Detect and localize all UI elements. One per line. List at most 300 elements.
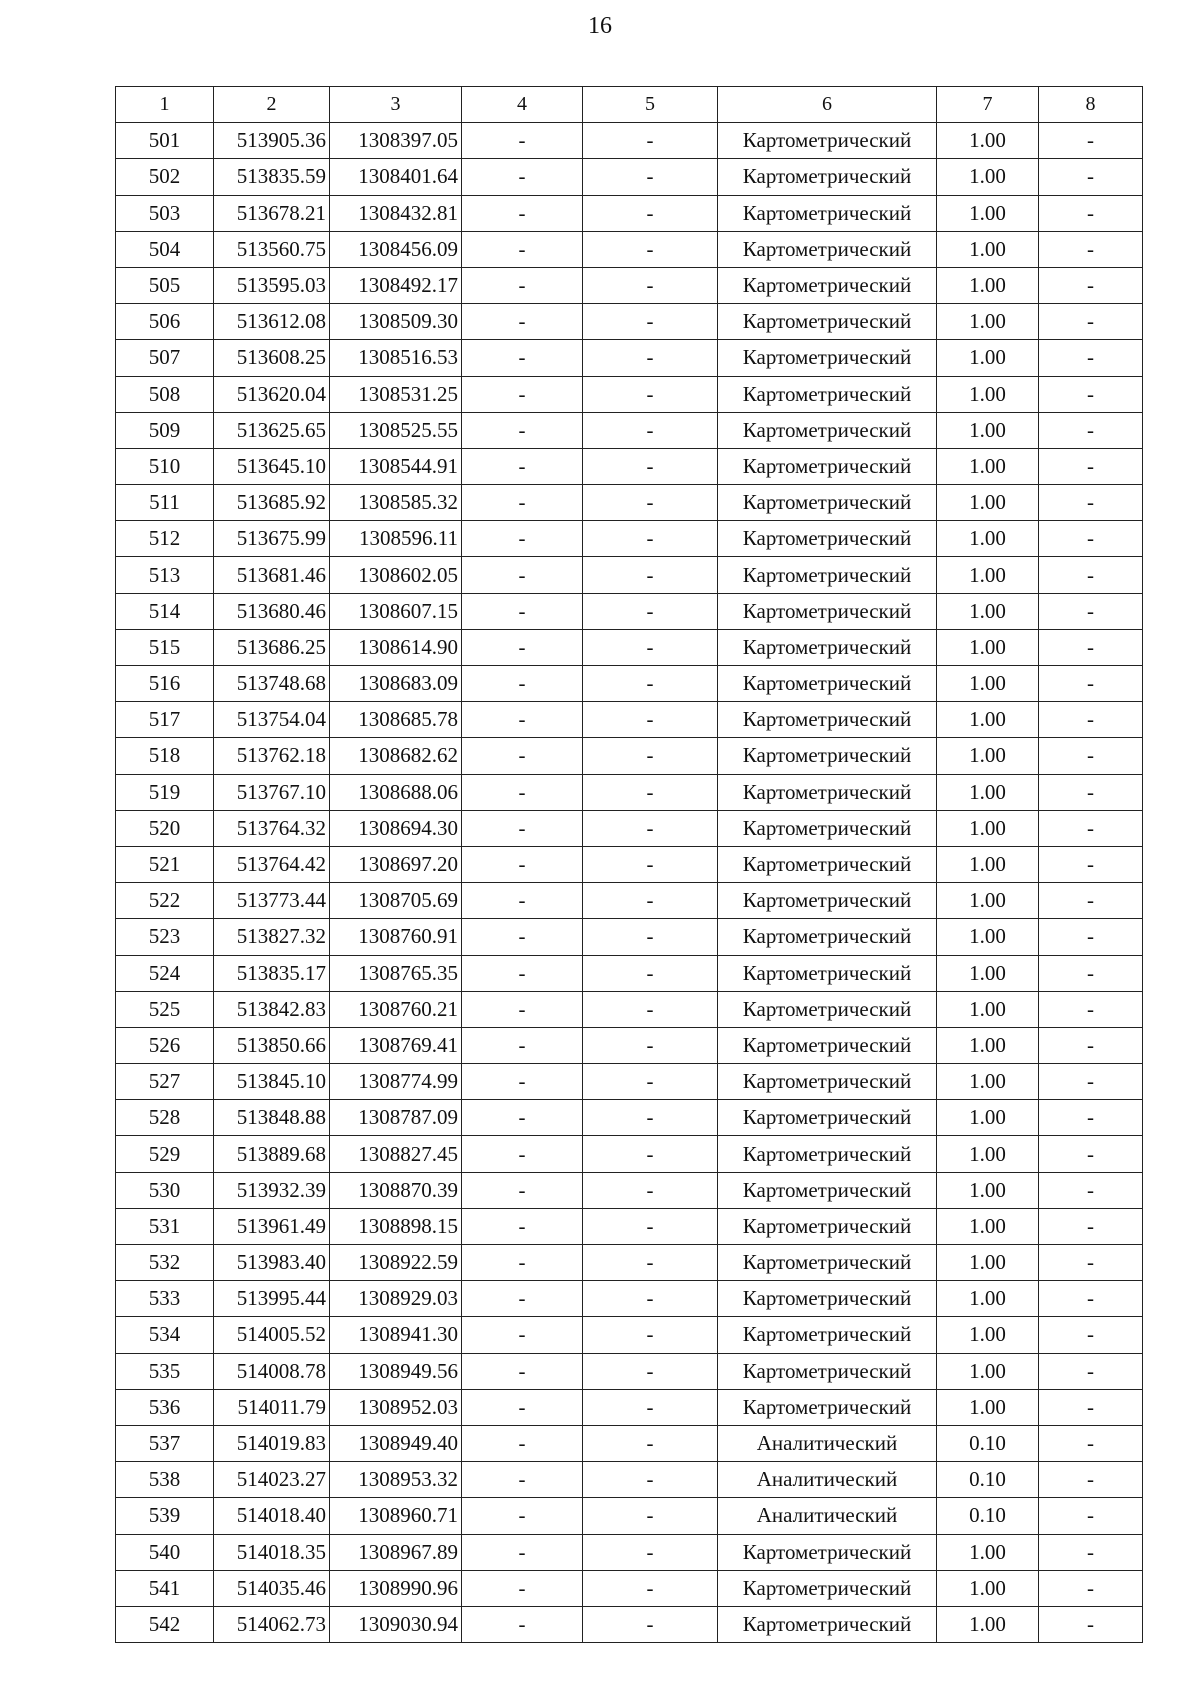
table-row bbox=[116, 1208, 1143, 1244]
x-coordinate-cell: 513686.25 bbox=[214, 629, 330, 665]
column-4-cell: - bbox=[462, 412, 583, 448]
accuracy-cell: 1.00 bbox=[937, 1172, 1039, 1208]
column-8-cell: - bbox=[1039, 774, 1143, 810]
point-number-cell: 519 bbox=[116, 774, 214, 810]
table-row bbox=[116, 376, 1143, 412]
x-coordinate-cell: 513827.32 bbox=[214, 919, 330, 955]
column-5-cell: - bbox=[583, 1570, 718, 1606]
method-cell: Картометрический bbox=[718, 412, 937, 448]
point-number-cell: 517 bbox=[116, 702, 214, 738]
column-5-cell: - bbox=[583, 1353, 718, 1389]
method-cell: Картометрический bbox=[718, 1172, 937, 1208]
column-4-cell: - bbox=[462, 1353, 583, 1389]
table-body bbox=[116, 123, 1143, 1643]
x-coordinate-cell: 513773.44 bbox=[214, 883, 330, 919]
column-header-6: 6 bbox=[718, 87, 937, 123]
column-4-cell: - bbox=[462, 883, 583, 919]
accuracy-cell: 1.00 bbox=[937, 521, 1039, 557]
y-coordinate-cell: 1308774.99 bbox=[330, 1064, 462, 1100]
column-4-cell: - bbox=[462, 1534, 583, 1570]
point-number-cell: 522 bbox=[116, 883, 214, 919]
column-8-cell: - bbox=[1039, 267, 1143, 303]
table-row bbox=[116, 1317, 1143, 1353]
column-8-cell: - bbox=[1039, 231, 1143, 267]
table-row bbox=[116, 1606, 1143, 1642]
method-cell: Картометрический bbox=[718, 1534, 937, 1570]
accuracy-cell: 0.10 bbox=[937, 1425, 1039, 1461]
coordinates-table bbox=[115, 86, 1143, 1643]
table-row bbox=[116, 159, 1143, 195]
accuracy-cell: 1.00 bbox=[937, 159, 1039, 195]
method-cell: Картометрический bbox=[718, 557, 937, 593]
x-coordinate-cell: 513889.68 bbox=[214, 1136, 330, 1172]
column-5-cell: - bbox=[583, 1498, 718, 1534]
column-8-cell: - bbox=[1039, 1353, 1143, 1389]
table-row bbox=[116, 340, 1143, 376]
point-number-cell: 537 bbox=[116, 1425, 214, 1461]
method-cell: Картометрический bbox=[718, 231, 937, 267]
y-coordinate-cell: 1308432.81 bbox=[330, 195, 462, 231]
table-row bbox=[116, 1353, 1143, 1389]
point-number-cell: 540 bbox=[116, 1534, 214, 1570]
method-cell: Картометрический bbox=[718, 485, 937, 521]
column-4-cell: - bbox=[462, 1425, 583, 1461]
column-header-1: 1 bbox=[116, 87, 214, 123]
method-cell: Картометрический bbox=[718, 1281, 937, 1317]
column-8-cell: - bbox=[1039, 1389, 1143, 1425]
x-coordinate-cell: 514018.35 bbox=[214, 1534, 330, 1570]
column-8-cell: - bbox=[1039, 919, 1143, 955]
accuracy-cell: 1.00 bbox=[937, 666, 1039, 702]
column-4-cell: - bbox=[462, 666, 583, 702]
y-coordinate-cell: 1308544.91 bbox=[330, 448, 462, 484]
table-row bbox=[116, 810, 1143, 846]
table-row bbox=[116, 666, 1143, 702]
table-row bbox=[116, 267, 1143, 303]
x-coordinate-cell: 514011.79 bbox=[214, 1389, 330, 1425]
method-cell: Картометрический bbox=[718, 376, 937, 412]
column-5-cell: - bbox=[583, 1208, 718, 1244]
column-5-cell: - bbox=[583, 1172, 718, 1208]
table-row bbox=[116, 919, 1143, 955]
point-number-cell: 531 bbox=[116, 1208, 214, 1244]
method-cell: Картометрический bbox=[718, 448, 937, 484]
column-5-cell: - bbox=[583, 159, 718, 195]
column-4-cell: - bbox=[462, 991, 583, 1027]
point-number-cell: 542 bbox=[116, 1606, 214, 1642]
point-number-cell: 518 bbox=[116, 738, 214, 774]
accuracy-cell: 1.00 bbox=[937, 1027, 1039, 1063]
y-coordinate-cell: 1308941.30 bbox=[330, 1317, 462, 1353]
y-coordinate-cell: 1308922.59 bbox=[330, 1245, 462, 1281]
accuracy-cell: 1.00 bbox=[937, 883, 1039, 919]
x-coordinate-cell: 513845.10 bbox=[214, 1064, 330, 1100]
column-header-2: 2 bbox=[214, 87, 330, 123]
point-number-cell: 501 bbox=[116, 123, 214, 159]
accuracy-cell: 1.00 bbox=[937, 1570, 1039, 1606]
column-8-cell: - bbox=[1039, 412, 1143, 448]
accuracy-cell: 1.00 bbox=[937, 1100, 1039, 1136]
method-cell: Картометрический bbox=[718, 123, 937, 159]
point-number-cell: 505 bbox=[116, 267, 214, 303]
column-4-cell: - bbox=[462, 1136, 583, 1172]
column-8-cell: - bbox=[1039, 593, 1143, 629]
method-cell: Картометрический bbox=[718, 1570, 937, 1606]
x-coordinate-cell: 513762.18 bbox=[214, 738, 330, 774]
column-8-cell: - bbox=[1039, 1245, 1143, 1281]
point-number-cell: 513 bbox=[116, 557, 214, 593]
column-5-cell: - bbox=[583, 774, 718, 810]
point-number-cell: 526 bbox=[116, 1027, 214, 1063]
x-coordinate-cell: 514005.52 bbox=[214, 1317, 330, 1353]
accuracy-cell: 1.00 bbox=[937, 1245, 1039, 1281]
y-coordinate-cell: 1308953.32 bbox=[330, 1462, 462, 1498]
point-number-cell: 511 bbox=[116, 485, 214, 521]
x-coordinate-cell: 513678.21 bbox=[214, 195, 330, 231]
column-8-cell: - bbox=[1039, 1534, 1143, 1570]
column-5-cell: - bbox=[583, 846, 718, 882]
column-8-cell: - bbox=[1039, 1606, 1143, 1642]
accuracy-cell: 0.10 bbox=[937, 1462, 1039, 1498]
column-4-cell: - bbox=[462, 304, 583, 340]
y-coordinate-cell: 1308614.90 bbox=[330, 629, 462, 665]
x-coordinate-cell: 513983.40 bbox=[214, 1245, 330, 1281]
method-cell: Картометрический bbox=[718, 702, 937, 738]
column-4-cell: - bbox=[462, 629, 583, 665]
x-coordinate-cell: 513835.17 bbox=[214, 955, 330, 991]
table-row bbox=[116, 195, 1143, 231]
method-cell: Картометрический bbox=[718, 991, 937, 1027]
y-coordinate-cell: 1308516.53 bbox=[330, 340, 462, 376]
x-coordinate-cell: 513932.39 bbox=[214, 1172, 330, 1208]
method-cell: Картометрический bbox=[718, 919, 937, 955]
column-5-cell: - bbox=[583, 1064, 718, 1100]
method-cell: Картометрический bbox=[718, 629, 937, 665]
y-coordinate-cell: 1309030.94 bbox=[330, 1606, 462, 1642]
column-4-cell: - bbox=[462, 738, 583, 774]
column-8-cell: - bbox=[1039, 1208, 1143, 1244]
y-coordinate-cell: 1308769.41 bbox=[330, 1027, 462, 1063]
method-cell: Картометрический bbox=[718, 159, 937, 195]
x-coordinate-cell: 513645.10 bbox=[214, 448, 330, 484]
x-coordinate-cell: 513850.66 bbox=[214, 1027, 330, 1063]
point-number-cell: 534 bbox=[116, 1317, 214, 1353]
x-coordinate-cell: 513767.10 bbox=[214, 774, 330, 810]
accuracy-cell: 1.00 bbox=[937, 1136, 1039, 1172]
x-coordinate-cell: 514035.46 bbox=[214, 1570, 330, 1606]
column-5-cell: - bbox=[583, 304, 718, 340]
table-row bbox=[116, 1570, 1143, 1606]
y-coordinate-cell: 1308870.39 bbox=[330, 1172, 462, 1208]
y-coordinate-cell: 1308456.09 bbox=[330, 231, 462, 267]
y-coordinate-cell: 1308531.25 bbox=[330, 376, 462, 412]
column-5-cell: - bbox=[583, 485, 718, 521]
column-header-4: 4 bbox=[462, 87, 583, 123]
column-4-cell: - bbox=[462, 1570, 583, 1606]
x-coordinate-cell: 513835.59 bbox=[214, 159, 330, 195]
table-row bbox=[116, 304, 1143, 340]
column-5-cell: - bbox=[583, 521, 718, 557]
accuracy-cell: 1.00 bbox=[937, 1281, 1039, 1317]
method-cell: Картометрический bbox=[718, 846, 937, 882]
column-5-cell: - bbox=[583, 955, 718, 991]
column-8-cell: - bbox=[1039, 1136, 1143, 1172]
method-cell: Аналитический bbox=[718, 1425, 937, 1461]
y-coordinate-cell: 1308967.89 bbox=[330, 1534, 462, 1570]
x-coordinate-cell: 513764.42 bbox=[214, 846, 330, 882]
column-4-cell: - bbox=[462, 376, 583, 412]
accuracy-cell: 1.00 bbox=[937, 629, 1039, 665]
column-4-cell: - bbox=[462, 1281, 583, 1317]
accuracy-cell: 1.00 bbox=[937, 1534, 1039, 1570]
table-row bbox=[116, 1462, 1143, 1498]
column-8-cell: - bbox=[1039, 557, 1143, 593]
column-5-cell: - bbox=[583, 231, 718, 267]
accuracy-cell: 1.00 bbox=[937, 123, 1039, 159]
accuracy-cell: 1.00 bbox=[937, 412, 1039, 448]
column-8-cell: - bbox=[1039, 123, 1143, 159]
column-5-cell: - bbox=[583, 557, 718, 593]
column-8-cell: - bbox=[1039, 991, 1143, 1027]
x-coordinate-cell: 513764.32 bbox=[214, 810, 330, 846]
column-8-cell: - bbox=[1039, 1064, 1143, 1100]
y-coordinate-cell: 1308827.45 bbox=[330, 1136, 462, 1172]
x-coordinate-cell: 513995.44 bbox=[214, 1281, 330, 1317]
point-number-cell: 538 bbox=[116, 1462, 214, 1498]
x-coordinate-cell: 513754.04 bbox=[214, 702, 330, 738]
y-coordinate-cell: 1308765.35 bbox=[330, 955, 462, 991]
column-4-cell: - bbox=[462, 267, 583, 303]
accuracy-cell: 1.00 bbox=[937, 448, 1039, 484]
method-cell: Картометрический bbox=[718, 267, 937, 303]
method-cell: Картометрический bbox=[718, 1606, 937, 1642]
column-5-cell: - bbox=[583, 267, 718, 303]
y-coordinate-cell: 1308492.17 bbox=[330, 267, 462, 303]
method-cell: Картометрический bbox=[718, 304, 937, 340]
accuracy-cell: 1.00 bbox=[937, 593, 1039, 629]
x-coordinate-cell: 513612.08 bbox=[214, 304, 330, 340]
accuracy-cell: 1.00 bbox=[937, 846, 1039, 882]
column-4-cell: - bbox=[462, 1462, 583, 1498]
column-8-cell: - bbox=[1039, 810, 1143, 846]
point-number-cell: 524 bbox=[116, 955, 214, 991]
column-4-cell: - bbox=[462, 159, 583, 195]
column-5-cell: - bbox=[583, 1281, 718, 1317]
column-5-cell: - bbox=[583, 1245, 718, 1281]
column-8-cell: - bbox=[1039, 159, 1143, 195]
accuracy-cell: 1.00 bbox=[937, 955, 1039, 991]
column-5-cell: - bbox=[583, 1136, 718, 1172]
point-number-cell: 507 bbox=[116, 340, 214, 376]
accuracy-cell: 1.00 bbox=[937, 1317, 1039, 1353]
y-coordinate-cell: 1308685.78 bbox=[330, 702, 462, 738]
column-5-cell: - bbox=[583, 666, 718, 702]
y-coordinate-cell: 1308596.11 bbox=[330, 521, 462, 557]
y-coordinate-cell: 1308990.96 bbox=[330, 1570, 462, 1606]
point-number-cell: 521 bbox=[116, 846, 214, 882]
x-coordinate-cell: 513680.46 bbox=[214, 593, 330, 629]
point-number-cell: 535 bbox=[116, 1353, 214, 1389]
column-5-cell: - bbox=[583, 123, 718, 159]
column-header-8: 8 bbox=[1039, 87, 1143, 123]
column-4-cell: - bbox=[462, 1245, 583, 1281]
table-row bbox=[116, 1425, 1143, 1461]
accuracy-cell: 1.00 bbox=[937, 195, 1039, 231]
column-8-cell: - bbox=[1039, 485, 1143, 521]
column-4-cell: - bbox=[462, 1498, 583, 1534]
method-cell: Картометрический bbox=[718, 1136, 937, 1172]
point-number-cell: 533 bbox=[116, 1281, 214, 1317]
table-row bbox=[116, 846, 1143, 882]
x-coordinate-cell: 513620.04 bbox=[214, 376, 330, 412]
column-4-cell: - bbox=[462, 1317, 583, 1353]
x-coordinate-cell: 513608.25 bbox=[214, 340, 330, 376]
accuracy-cell: 1.00 bbox=[937, 376, 1039, 412]
method-cell: Картометрический bbox=[718, 593, 937, 629]
table-row bbox=[116, 629, 1143, 665]
header-row bbox=[116, 87, 1143, 123]
table-row bbox=[116, 1136, 1143, 1172]
table-row bbox=[116, 1100, 1143, 1136]
column-4-cell: - bbox=[462, 919, 583, 955]
y-coordinate-cell: 1308949.56 bbox=[330, 1353, 462, 1389]
column-5-cell: - bbox=[583, 1425, 718, 1461]
column-8-cell: - bbox=[1039, 1498, 1143, 1534]
column-5-cell: - bbox=[583, 340, 718, 376]
column-5-cell: - bbox=[583, 991, 718, 1027]
x-coordinate-cell: 514062.73 bbox=[214, 1606, 330, 1642]
point-number-cell: 509 bbox=[116, 412, 214, 448]
method-cell: Картометрический bbox=[718, 1027, 937, 1063]
column-4-cell: - bbox=[462, 448, 583, 484]
column-5-cell: - bbox=[583, 195, 718, 231]
column-5-cell: - bbox=[583, 702, 718, 738]
column-5-cell: - bbox=[583, 629, 718, 665]
method-cell: Картометрический bbox=[718, 521, 937, 557]
method-cell: Картометрический bbox=[718, 955, 937, 991]
accuracy-cell: 1.00 bbox=[937, 231, 1039, 267]
table-row bbox=[116, 1389, 1143, 1425]
column-8-cell: - bbox=[1039, 1100, 1143, 1136]
table-row bbox=[116, 883, 1143, 919]
column-8-cell: - bbox=[1039, 1317, 1143, 1353]
table-row bbox=[116, 231, 1143, 267]
column-5-cell: - bbox=[583, 1100, 718, 1136]
y-coordinate-cell: 1308760.91 bbox=[330, 919, 462, 955]
table-row bbox=[116, 123, 1143, 159]
column-5-cell: - bbox=[583, 1317, 718, 1353]
point-number-cell: 525 bbox=[116, 991, 214, 1027]
column-8-cell: - bbox=[1039, 1570, 1143, 1606]
column-5-cell: - bbox=[583, 738, 718, 774]
accuracy-cell: 1.00 bbox=[937, 1208, 1039, 1244]
accuracy-cell: 1.00 bbox=[937, 810, 1039, 846]
point-number-cell: 541 bbox=[116, 1570, 214, 1606]
column-8-cell: - bbox=[1039, 702, 1143, 738]
table-row bbox=[116, 955, 1143, 991]
method-cell: Картометрический bbox=[718, 195, 937, 231]
column-4-cell: - bbox=[462, 1606, 583, 1642]
column-4-cell: - bbox=[462, 1100, 583, 1136]
accuracy-cell: 1.00 bbox=[937, 340, 1039, 376]
column-4-cell: - bbox=[462, 702, 583, 738]
column-header-7: 7 bbox=[937, 87, 1039, 123]
point-number-cell: 536 bbox=[116, 1389, 214, 1425]
method-cell: Картометрический bbox=[718, 738, 937, 774]
column-5-cell: - bbox=[583, 1389, 718, 1425]
x-coordinate-cell: 513748.68 bbox=[214, 666, 330, 702]
column-8-cell: - bbox=[1039, 195, 1143, 231]
column-8-cell: - bbox=[1039, 521, 1143, 557]
table-row bbox=[116, 1064, 1143, 1100]
column-4-cell: - bbox=[462, 231, 583, 267]
y-coordinate-cell: 1308697.20 bbox=[330, 846, 462, 882]
point-number-cell: 523 bbox=[116, 919, 214, 955]
table-row bbox=[116, 1172, 1143, 1208]
method-cell: Картометрический bbox=[718, 666, 937, 702]
x-coordinate-cell: 513848.88 bbox=[214, 1100, 330, 1136]
column-4-cell: - bbox=[462, 1389, 583, 1425]
x-coordinate-cell: 514023.27 bbox=[214, 1462, 330, 1498]
column-4-cell: - bbox=[462, 195, 583, 231]
x-coordinate-cell: 513595.03 bbox=[214, 267, 330, 303]
table-row bbox=[116, 774, 1143, 810]
column-4-cell: - bbox=[462, 774, 583, 810]
y-coordinate-cell: 1308787.09 bbox=[330, 1100, 462, 1136]
column-5-cell: - bbox=[583, 1534, 718, 1570]
column-8-cell: - bbox=[1039, 1027, 1143, 1063]
column-4-cell: - bbox=[462, 123, 583, 159]
column-8-cell: - bbox=[1039, 846, 1143, 882]
method-cell: Картометрический bbox=[718, 1317, 937, 1353]
column-8-cell: - bbox=[1039, 376, 1143, 412]
column-5-cell: - bbox=[583, 1606, 718, 1642]
page-number: 16 bbox=[588, 13, 612, 39]
y-coordinate-cell: 1308705.69 bbox=[330, 883, 462, 919]
table-row bbox=[116, 485, 1143, 521]
x-coordinate-cell: 513905.36 bbox=[214, 123, 330, 159]
x-coordinate-cell: 513842.83 bbox=[214, 991, 330, 1027]
y-coordinate-cell: 1308898.15 bbox=[330, 1208, 462, 1244]
column-header-5: 5 bbox=[583, 87, 718, 123]
column-8-cell: - bbox=[1039, 738, 1143, 774]
x-coordinate-cell: 514018.40 bbox=[214, 1498, 330, 1534]
table-row bbox=[116, 521, 1143, 557]
method-cell: Картометрический bbox=[718, 1208, 937, 1244]
column-8-cell: - bbox=[1039, 629, 1143, 665]
column-4-cell: - bbox=[462, 810, 583, 846]
column-4-cell: - bbox=[462, 1064, 583, 1100]
method-cell: Картометрический bbox=[718, 340, 937, 376]
point-number-cell: 503 bbox=[116, 195, 214, 231]
accuracy-cell: 1.00 bbox=[937, 991, 1039, 1027]
column-5-cell: - bbox=[583, 883, 718, 919]
column-5-cell: - bbox=[583, 810, 718, 846]
column-8-cell: - bbox=[1039, 1281, 1143, 1317]
method-cell: Картометрический bbox=[718, 1389, 937, 1425]
point-number-cell: 506 bbox=[116, 304, 214, 340]
column-5-cell: - bbox=[583, 593, 718, 629]
column-8-cell: - bbox=[1039, 448, 1143, 484]
y-coordinate-cell: 1308585.32 bbox=[330, 485, 462, 521]
point-number-cell: 539 bbox=[116, 1498, 214, 1534]
method-cell: Картометрический bbox=[718, 1100, 937, 1136]
accuracy-cell: 1.00 bbox=[937, 702, 1039, 738]
point-number-cell: 515 bbox=[116, 629, 214, 665]
y-coordinate-cell: 1308688.06 bbox=[330, 774, 462, 810]
accuracy-cell: 0.10 bbox=[937, 1498, 1039, 1534]
y-coordinate-cell: 1308960.71 bbox=[330, 1498, 462, 1534]
